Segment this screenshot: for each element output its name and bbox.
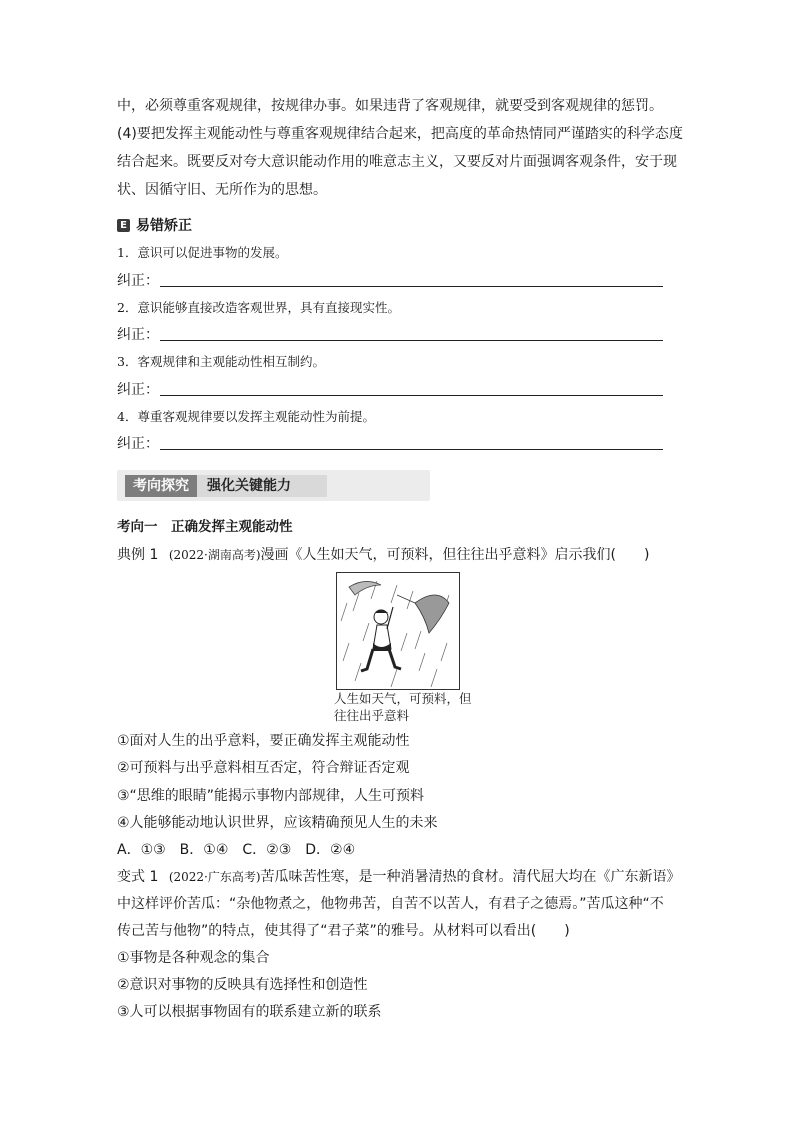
example-question — [117, 545, 649, 565]
correction-label-2: 纠正： — [117, 327, 159, 343]
correction-blank-3[interactable] — [160, 395, 663, 396]
section-title: 易错矫正 — [136, 218, 192, 234]
error-item-1: 1．意识可以促进事物的发展。 — [117, 245, 288, 260]
variant-option-2: ②意识对事物的反映具有选择性和创造性 — [117, 977, 368, 993]
correction-blank-2[interactable] — [160, 340, 663, 341]
variant-question — [117, 867, 681, 887]
example-option-3: ③“思维的眼睛”能揭示事物内部规律，人生可预料 — [117, 788, 425, 804]
correction-label-4: 纠正： — [117, 436, 159, 452]
variant-label: 变式 1 — [117, 869, 159, 885]
banner-subtitle: 强化关键能力 — [207, 478, 291, 494]
cartoon-drawing — [337, 573, 459, 689]
intro-line-2: (4)要把发挥主观能动性与尊重客观规律结合起来，把高度的革命热情同严谨踏实的科学态度 — [117, 126, 683, 142]
correction-label-3: 纠正： — [117, 382, 159, 398]
variant-source: (2022·广东高考) — [168, 870, 261, 884]
variant-line-1: 苦瓜味苦性寒，是一种消暑清热的食材。清代屈大均在《广东新语》 — [260, 869, 681, 885]
topic-heading: 考向一 正确发挥主观能动性 — [117, 519, 293, 535]
error-item-3: 3．客观规律和主观能动性相互制约。 — [117, 354, 325, 369]
example-source: (2022·湖南高考) — [168, 548, 261, 562]
variant-line-2: 中这样评价苦瓜：“杂他物煮之，他物弗苦，自苦不以苦人，有君子之德焉。”苦瓜这种“不 — [117, 896, 664, 912]
correction-blank-1[interactable] — [160, 286, 663, 287]
correction-label-1: 纠正： — [117, 273, 159, 289]
error-item-2: 2．意识能够直接改造客观世界，具有直接现实性。 — [117, 300, 400, 315]
intro-line-4: 状、因循守旧、无所作为的思想。 — [117, 182, 327, 198]
example-option-4: ④人能够能动地认识世界，应该精确预见人生的未来 — [117, 815, 438, 831]
error-item-4: 4．尊重客观规律要以发挥主观能动性为前提。 — [117, 409, 375, 424]
variant-line-3: 传己苦与他物”的特点，使其得了“君子菜”的雅号。从材料可以看出( ) — [117, 923, 570, 939]
correction-blank-4[interactable] — [160, 449, 663, 450]
intro-line-1: 中，必须尊重客观规律，按规律办事。如果违背了客观规律，就要受到客观规律的惩罚。 — [117, 98, 663, 114]
example-stem: 漫画《人生如天气，可预料，但往往出乎意料》启示我们( ) — [260, 547, 650, 563]
variant-option-1: ①事物是各种观念的集合 — [117, 950, 270, 966]
example-label: 典例 1 — [117, 547, 159, 563]
intro-line-3: 结合起来。既要反对夸大意识能动作用的唯意志主义，又要反对片面强调客观条件，安于现 — [117, 154, 677, 170]
cartoon-caption: 人生如天气，可预料，但往往出乎意料 — [334, 691, 472, 723]
example-option-2: ②可预料与出乎意料相互否定，符合辩证否定观 — [117, 760, 410, 776]
section-e-icon: E — [117, 219, 130, 232]
section-banner — [117, 470, 430, 501]
banner-tag: 考向探究 — [125, 475, 197, 497]
example-option-1: ①面对人生的出乎意料，要正确发挥主观能动性 — [117, 733, 410, 749]
example-answer-choices: A．①③ B．①④ C．②③ D．②④ — [117, 842, 356, 858]
cartoon-image — [336, 572, 460, 690]
variant-option-3: ③人可以根据事物固有的联系建立新的联系 — [117, 1004, 382, 1020]
section-heading — [117, 215, 192, 235]
